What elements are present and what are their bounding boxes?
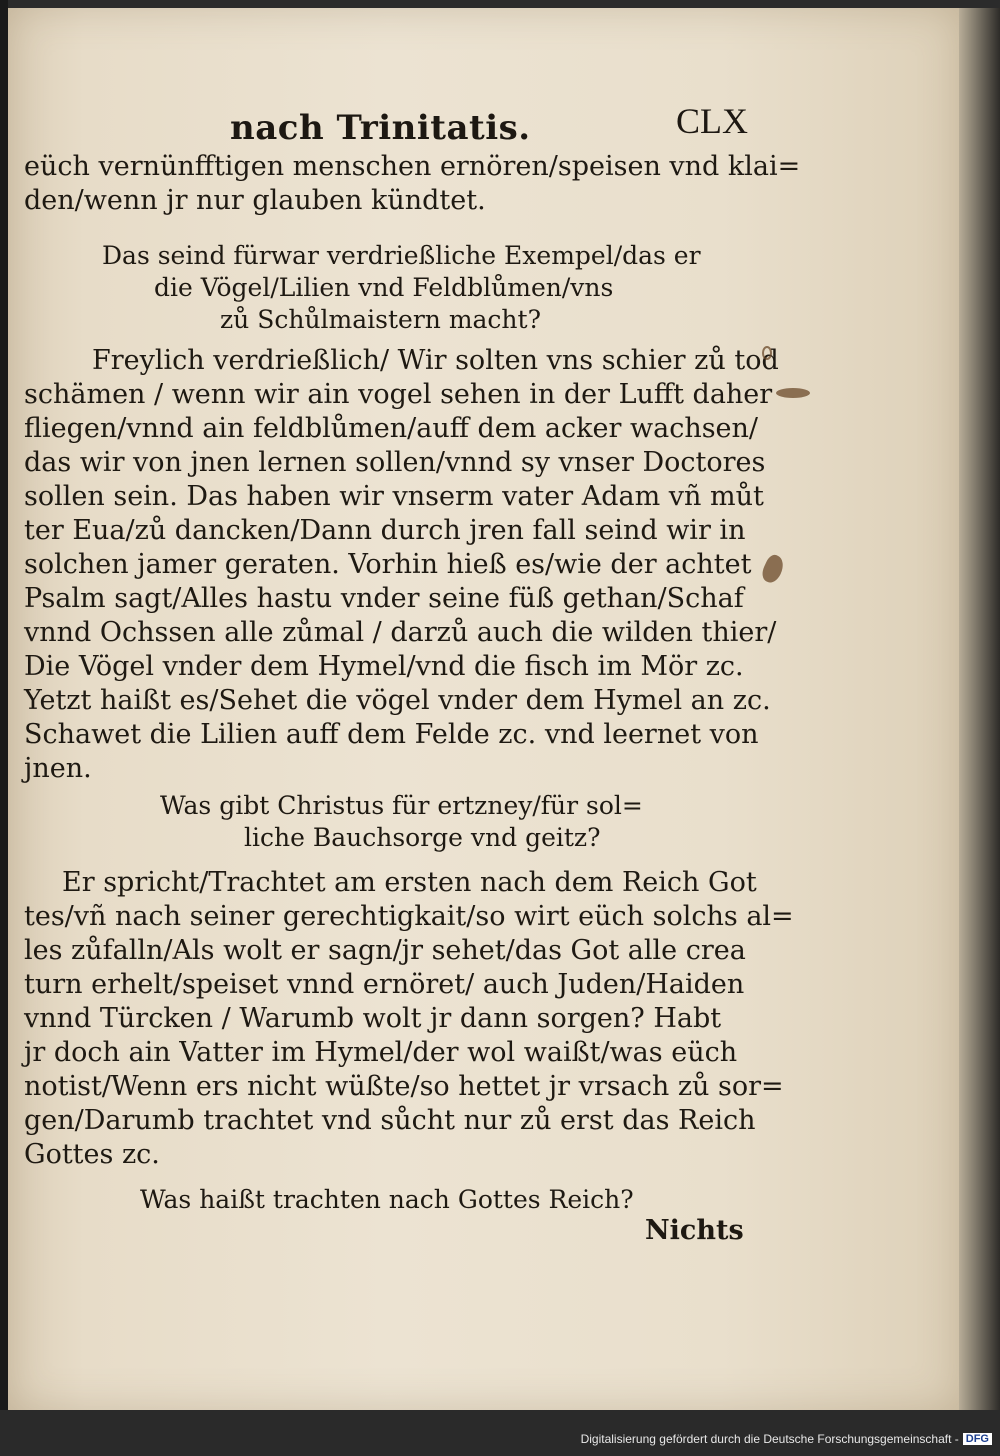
text-line: den/wenn jr nur glauben kündtet. (24, 185, 486, 216)
text-line: notist/Wenn ers nicht wüßte/so hettet jr vrsach zů sor= (24, 1071, 784, 1102)
text-line: das wir von jnen lernen sollen/vnnd sy vnser Doctores (24, 447, 766, 478)
text-line: fliegen/vnnd ain feldblůmen/auff dem acker wachsen/ (24, 413, 759, 444)
margin-ink-mark (776, 388, 810, 398)
margin-ink-mark (762, 346, 772, 360)
text-line: sollen sein. Das haben wir vnserm vater Adam vñ můt (24, 481, 764, 512)
text-line: vnnd Türcken / Warumb wolt jr dann sorgen? Habt (24, 1003, 722, 1034)
text-line: ter Eua/zů dancken/Dann durch jren fall seind wir in (24, 515, 746, 546)
text-line: solchen jamer geraten. Vorhin hieß es/wie der achtet (24, 549, 752, 580)
running-head: nach Trinitatis. (230, 108, 531, 148)
text-block-3 (24, 866, 794, 1172)
folio-number: CLX (676, 101, 748, 141)
text-line: les zůfalln/Als wolt er sagn/jr sehet/das Got alle crea (24, 935, 746, 966)
text-line: gen/Darumb trachtet vnd sůcht nur zů erst das Reich (24, 1105, 756, 1136)
text-line: jr doch ain Vatter im Hymel/der wol waißt/was eüch (24, 1037, 738, 1068)
scan-left-border (0, 0, 8, 1456)
digitization-credit (581, 1432, 992, 1446)
text-line: turn erhelt/speiset vnnd ernöret/ auch Juden/Haiden (24, 969, 745, 1000)
heading-line: Das seind fürwar verdrießliche Exempel/das er (102, 241, 701, 270)
text-line: Yetzt haißt es/Sehet die vögel vnder dem Hymel an zc. (24, 685, 771, 716)
question-heading-1 (102, 240, 701, 336)
text-line: Gottes zc. (24, 1139, 160, 1170)
text-block-2 (24, 344, 784, 786)
heading-line: liche Bauchsorge vnd geitz? (244, 823, 601, 852)
catchword: Nichts (645, 1215, 744, 1246)
text-line: eüch vernünfftigen menschen ernören/speisen vnd klai= (24, 151, 801, 182)
text-line: tes/vñ nach seiner gerechtigkait/so wirt eüch solchs al= (24, 901, 794, 932)
text-line: vnnd Ochssen alle zůmal / darzů auch die wilden thier/ (24, 617, 777, 648)
text-line: Er spricht/Trachtet am ersten nach dem Reich Got (62, 867, 757, 898)
dfg-logo: DFG (963, 1433, 992, 1445)
heading-line: Was haißt trachten nach Gottes Reich? (140, 1185, 634, 1214)
text-line: Die Vögel vnder dem Hymel/vnd die fisch im Mör zc. (24, 651, 744, 682)
question-heading-2 (160, 790, 643, 854)
question-heading-3 (140, 1184, 634, 1216)
heading-line: Was gibt Christus für ertzney/für sol= (160, 791, 643, 820)
heading-line: die Vögel/Lilien vnd Feldblůmen/vns (154, 273, 614, 302)
text-line: jnen. (24, 753, 92, 784)
book-gutter-shadow (959, 8, 1000, 1410)
text-line: Schawet die Lilien auff dem Felde zc. vnd leernet von (24, 719, 759, 750)
credit-text: Digitalisierung gefördert durch die Deutsche Forschungsgemeinschaft - (580, 1432, 959, 1446)
text-line: schämen / wenn wir ain vogel sehen in der Lufft daher (24, 379, 773, 410)
heading-line: zů Schůlmaistern macht? (220, 305, 541, 334)
scan-top-border (0, 0, 1000, 8)
text-line: Psalm sagt/Alles hastu vnder seine füß gethan/Schaf (24, 583, 744, 614)
text-line: Freylich verdrießlich/ Wir solten vns schier zů tod (92, 345, 779, 376)
text-block-1 (24, 150, 801, 218)
